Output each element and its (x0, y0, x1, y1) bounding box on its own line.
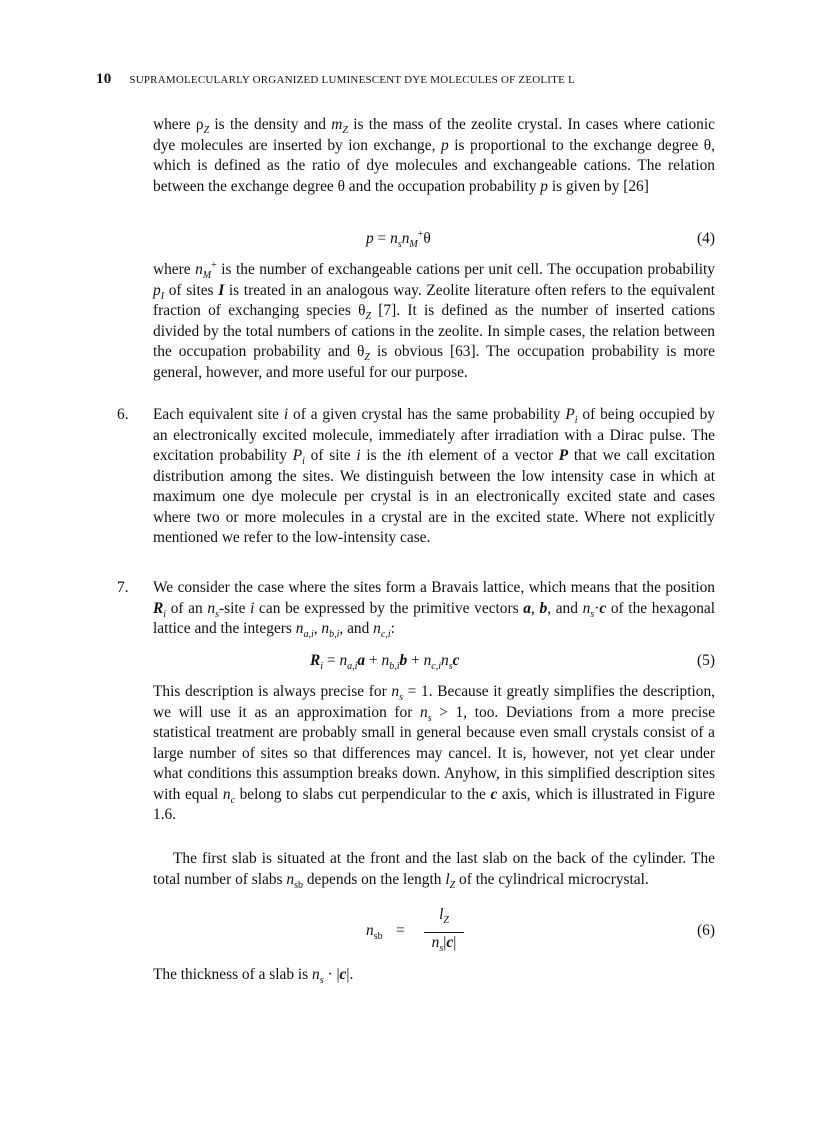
equation-6: $n_{sb}$ = $l_Z$ $n_s|c|$ (366, 906, 466, 956)
page-number: 10 (96, 71, 112, 87)
paragraph-slabs: The first slab is situated at the front and the last slab on the back of the cylinder. The total number of slabs $n_{sb}$ depends on the length $l_Z$ of the cylindrical microcrystal. (153, 850, 715, 891)
equation-6-number: (6) (697, 922, 715, 939)
thickness-text: The thickness of a slab is (153, 966, 309, 983)
paragraph-occupation-probability: where $n_M^+$ is the number of exchangeable cations per unit cell. The occupation probability $p_I$ of sites I is treated in an analogous way. Zeolite literature often refers to the equivalent fraction of exchanging species $\theta_Z$ [7]. It is defined as the number of inserted cations divided by the total numbers of cations in the zeolite. In simple cases, the relation between the occupation probability and $\theta_Z$ is obvious [63]. The occupation probability is more general, however, and more useful for our purpose. (153, 259, 715, 381)
equation-5: $R_i = n_{a,i}a + n_{b,i}b + n_{c,i}n_sc$ (5) (310, 652, 715, 673)
list-item-6-label: 6. (117, 406, 129, 423)
list-item-7: 7. We consider the case where the sites form a Bravais lattice, which means that the position $R_i$ of an $n_s$-site i can be expressed by the primitive vectors a, b, and $n_s\cdot c$ of the hexagonal lattice and the integers $n_{a,i}$, $n_{b,i}$, and $n_{c,i}$: (117, 579, 716, 641)
equation-4-number: (4) (697, 230, 715, 247)
paragraph-density-definition: where $\rho_Z$ is the density and $m_Z$ is the mass of the zeolite crystal. In cases where cationic dye molecules are inserted by ion exchange, p is proportional to the exchange degree θ, which is defined as the ratio of dye molecules and exchangeable cations. The relation between the exchange degree θ and the occupation probability p is given by [26] (153, 116, 715, 195)
equation-5-number: (5) (697, 652, 715, 669)
list-item-7-label: 7. (117, 579, 129, 596)
list-item-6: 6. Each equivalent site i of a given crystal has the same probability $P_i$ of being occupied by an electronically excited molecule, immediately after irradiation with a Dirac pulse. The excitation probability $P_i$ of site i is the ith element of a vector P that we call excitation distribution among the sites. We distinguish between the low intensity case in which at maximum one dye molecule per crystal is in an electronically excited state and cases where two or more molecules in a crystal are in the excited state. Where not explicitly mentioned we refer to the low-intensity case. (117, 406, 715, 546)
running-header (96, 71, 736, 88)
paragraph-bravais-description: This description is always precise for $n_s = 1$. Because it greatly simplifies the description, we will use it as an approximation for $n_s > 1$, too. Deviations from a more precise statistical treatment are probably small in general because even small crystals consist of a large number of sites so that differences may cancel. It is, however, not yet clear under what conditions this assumption breaks down. Anyhow, in this simplified description sites with equal $n_c$ belong to slabs cut perpendicular to the c axis, which is illustrated in Figure 1.6. (153, 683, 715, 823)
equation-4: $p = n_sn_M^+\theta$ (4) (366, 228, 715, 251)
running-title: SUPRAMOLECULARLY ORGANIZED LUMINESCENT DYE MOLECULES OF ZEOLITE L (129, 74, 575, 86)
paragraph-slab-thickness: The thickness of a slab is $n_s \cdot |c|$. (153, 966, 354, 987)
